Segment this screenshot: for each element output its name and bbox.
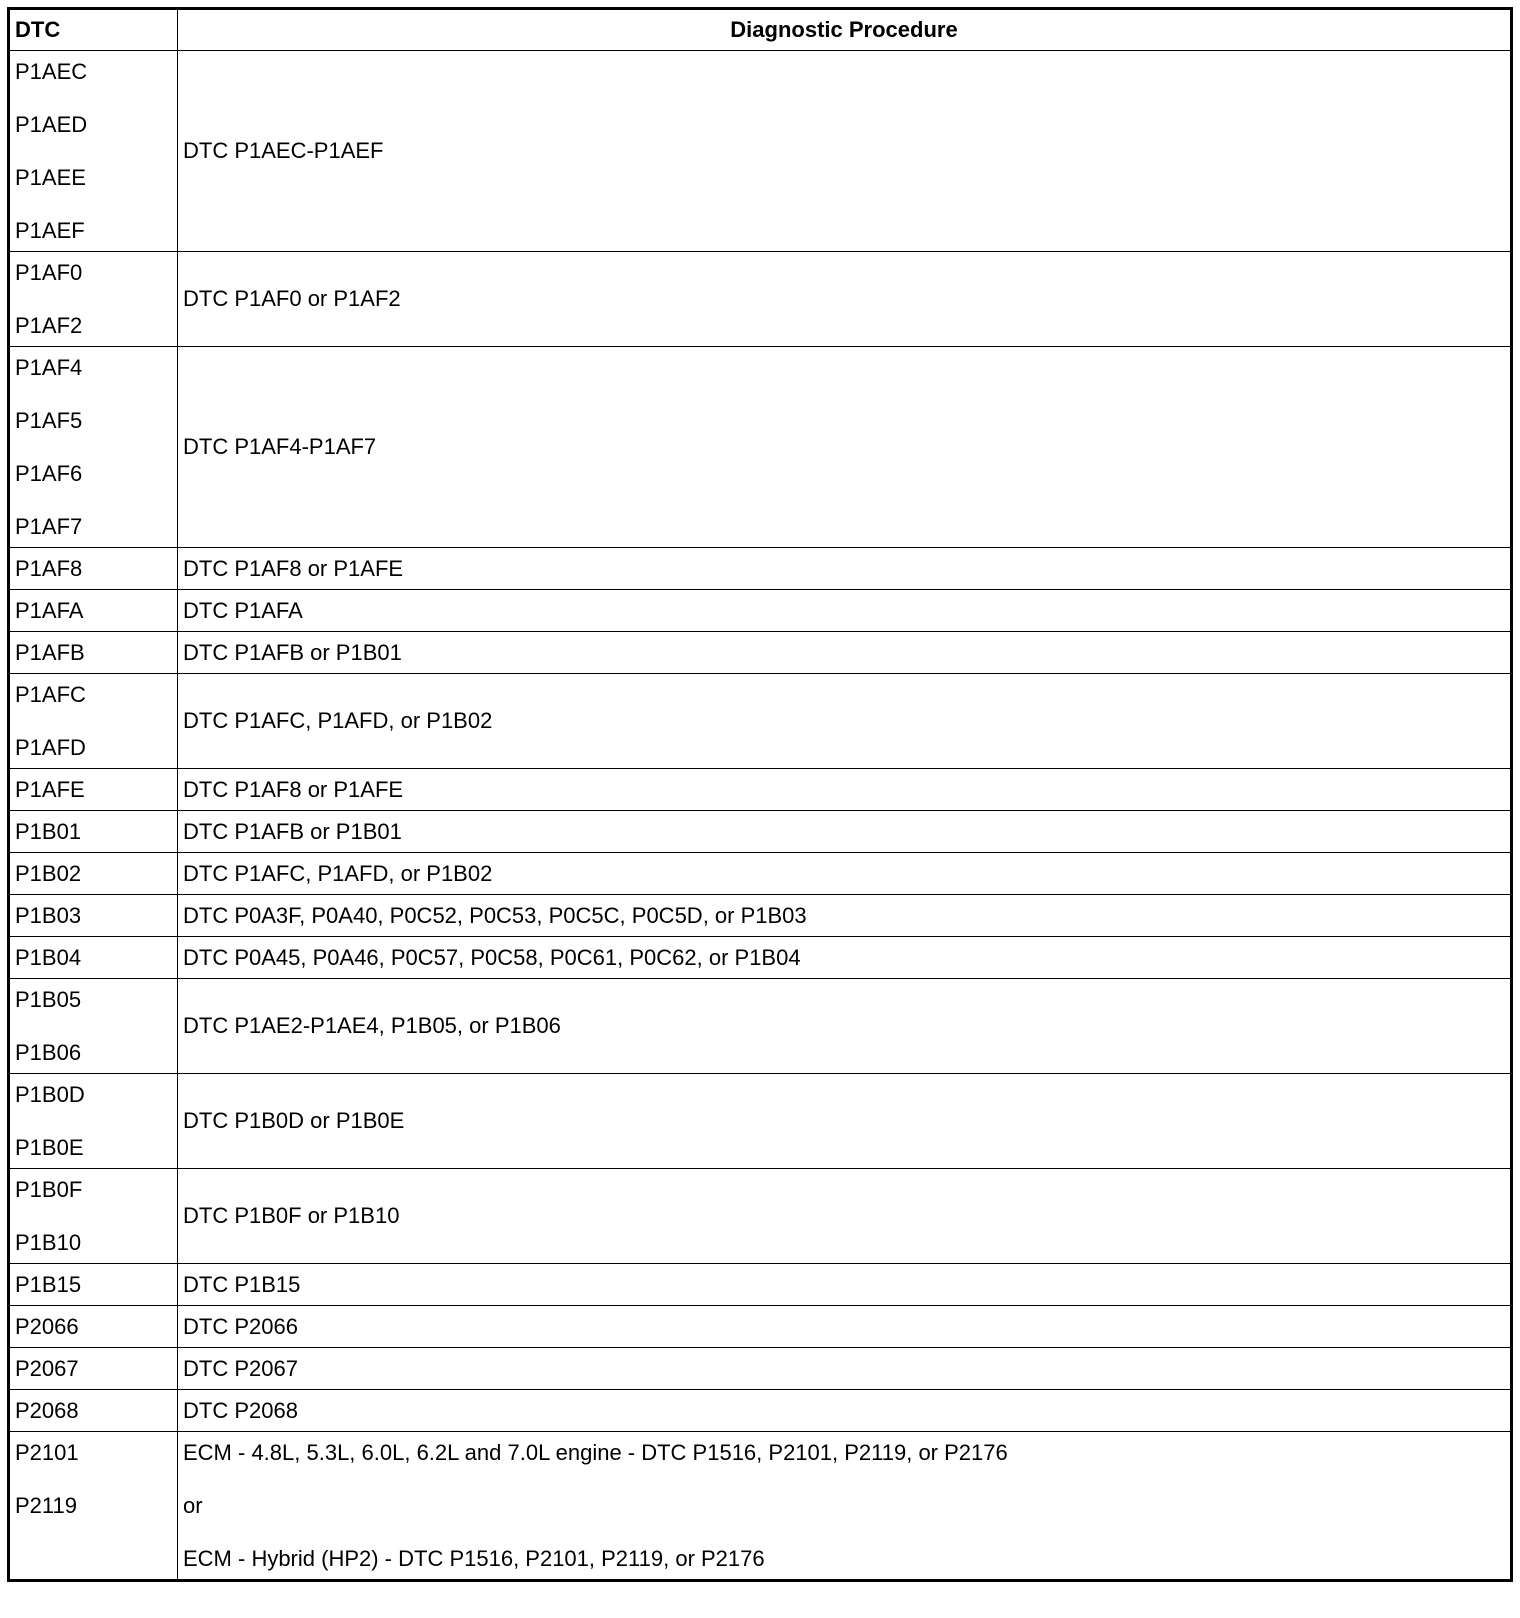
procedure-cell	[178, 1264, 1512, 1306]
procedure-link[interactable]: DTC P1AF8 or P1AFE	[183, 776, 404, 802]
table-row	[9, 632, 1512, 674]
dtc-code-cell	[9, 895, 178, 937]
dtc-code: P2066	[15, 1314, 79, 1339]
table-row	[9, 811, 1512, 853]
procedure-link[interactable]: DTC P1B15	[183, 1271, 301, 1297]
dtc-code: P1B0D	[15, 1082, 85, 1107]
header-row	[9, 9, 1512, 51]
dtc-code-cell	[9, 1074, 178, 1169]
procedure-link[interactable]: DTC P1AFC, P1AFD, or P1B02	[183, 708, 493, 733]
procedure-link[interactable]: DTC P2066	[183, 1313, 298, 1339]
dtc-code-cell	[9, 1306, 178, 1348]
procedure-link[interactable]: DTC P1AE2-P1AE4, P1B05, or P1B06	[183, 1013, 561, 1038]
procedure-link[interactable]: DTC P1AFC, P1AFD, or P1B02	[183, 860, 493, 886]
procedure-cell	[178, 937, 1512, 979]
dtc-code: P1B15	[15, 1272, 82, 1297]
procedure-link[interactable]: DTC P1AFA	[183, 597, 303, 623]
procedure-link[interactable]: DTC P2067	[183, 1355, 298, 1381]
dtc-code-cell	[9, 1432, 178, 1581]
dtc-code: P2101	[15, 1440, 79, 1465]
dtc-code: P1AF8	[15, 556, 83, 581]
procedure-link[interactable]: DTC P1AF0 or P1AF2	[183, 286, 401, 311]
dtc-table	[7, 7, 1513, 1582]
table-body	[9, 51, 1512, 1581]
dtc-code: P2119	[15, 1493, 77, 1518]
dtc-code: P1AFA	[15, 598, 84, 623]
table-row	[9, 1390, 1512, 1432]
table-row	[9, 252, 1512, 347]
procedure-link[interactable]: DTC P1AF8 or P1AFE	[183, 555, 404, 581]
dtc-code: P1AED	[15, 112, 88, 137]
procedure-cell	[178, 1348, 1512, 1390]
procedure-cell	[178, 590, 1512, 632]
procedure-link[interactable]: DTC P0A3F, P0A40, P0C52, P0C53, P0C5C, P0C5D, or P1B03	[183, 902, 807, 928]
dtc-code-cell	[9, 853, 178, 895]
procedure-cell	[178, 1390, 1512, 1432]
procedure-link[interactable]: DTC P1AFB or P1B01	[183, 818, 402, 844]
dtc-code-cell	[9, 347, 178, 548]
procedure-link[interactable]: DTC P1AFB or P1B01	[183, 639, 402, 665]
table-row	[9, 853, 1512, 895]
dtc-code: P1B10	[15, 1230, 82, 1255]
dtc-code-cell	[9, 252, 178, 347]
procedure-link[interactable]: DTC P0A45, P0A46, P0C57, P0C58, P0C61, P0C62, or P1B04	[183, 944, 801, 970]
table-row	[9, 1264, 1512, 1306]
procedure-link[interactable]: DTC P1AEC-P1AEF	[183, 138, 384, 163]
procedure-cell	[178, 1432, 1512, 1581]
dtc-code-cell	[9, 548, 178, 590]
dtc-code: P1AF6	[15, 461, 83, 486]
dtc-code-cell	[9, 811, 178, 853]
dtc-code: P1AF5	[15, 408, 83, 433]
dtc-code: P1B05	[15, 987, 82, 1012]
table-row	[9, 548, 1512, 590]
dtc-column-header: DTC	[9, 9, 178, 51]
dtc-code: P2068	[15, 1398, 79, 1423]
procedure-cell	[178, 347, 1512, 548]
procedure-cell	[178, 895, 1512, 937]
table-row	[9, 1348, 1512, 1390]
dtc-code: P1B04	[15, 945, 82, 970]
dtc-code: P1B0E	[15, 1135, 84, 1160]
table-row	[9, 347, 1512, 548]
dtc-code-cell	[9, 769, 178, 811]
dtc-code: P1AFE	[15, 777, 85, 802]
dtc-code: P1AEF	[15, 218, 85, 243]
procedure-line[interactable]: ECM - Hybrid (HP2) - DTC P1516, P2101, P2119, or P2176	[183, 1546, 765, 1571]
dtc-code: P1AFD	[15, 735, 86, 760]
procedure-cell	[178, 979, 1512, 1074]
dtc-code-cell	[9, 1348, 178, 1390]
procedure-cell	[178, 51, 1512, 252]
procedure-line[interactable]: ECM - 4.8L, 5.3L, 6.0L, 6.2L and 7.0L engine - DTC P1516, P2101, P2119, or P2176	[183, 1440, 1008, 1465]
dtc-code: P1B0F	[15, 1177, 83, 1202]
dtc-code-cell	[9, 590, 178, 632]
procedure-link[interactable]: DTC P1B0D or P1B0E	[183, 1108, 405, 1133]
dtc-code-cell	[9, 1390, 178, 1432]
procedure-cell	[178, 252, 1512, 347]
procedure-link[interactable]: DTC P2068	[183, 1397, 298, 1423]
dtc-code: P1B02	[15, 861, 82, 886]
table-row	[9, 590, 1512, 632]
table-row	[9, 1306, 1512, 1348]
dtc-code: P1AFC	[15, 682, 86, 707]
table-row	[9, 937, 1512, 979]
dtc-code-cell	[9, 979, 178, 1074]
table-row	[9, 1169, 1512, 1264]
procedure-cell	[178, 811, 1512, 853]
procedure-line: or	[183, 1493, 203, 1518]
dtc-code-cell	[9, 937, 178, 979]
procedure-cell	[178, 548, 1512, 590]
procedure-cell	[178, 1169, 1512, 1264]
dtc-code: P1B06	[15, 1040, 82, 1065]
dtc-code: P1AFB	[15, 640, 85, 665]
dtc-code-cell	[9, 632, 178, 674]
procedure-link[interactable]: DTC P1B0F or P1B10	[183, 1203, 400, 1228]
dtc-code: P1AEC	[15, 59, 88, 84]
table-row	[9, 895, 1512, 937]
procedure-cell	[178, 632, 1512, 674]
table-row	[9, 674, 1512, 769]
procedure-cell	[178, 853, 1512, 895]
dtc-code: P1AF0	[15, 260, 83, 285]
dtc-code-cell	[9, 1169, 178, 1264]
dtc-code: P1AF2	[15, 313, 83, 338]
dtc-code: P1B03	[15, 903, 82, 928]
dtc-code-cell	[9, 51, 178, 252]
procedure-cell	[178, 769, 1512, 811]
procedure-cell	[178, 674, 1512, 769]
procedure-link[interactable]: DTC P1AF4-P1AF7	[183, 434, 377, 459]
table-row	[9, 1074, 1512, 1169]
procedure-cell	[178, 1306, 1512, 1348]
procedure-cell	[178, 1074, 1512, 1169]
dtc-code: P2067	[15, 1356, 79, 1381]
dtc-code: P1AEE	[15, 165, 86, 190]
dtc-code: P1AF4	[15, 355, 83, 380]
table-row	[9, 51, 1512, 252]
dtc-code: P1B01	[15, 819, 82, 844]
procedure-column-header: Diagnostic Procedure	[178, 9, 1512, 51]
table-row	[9, 979, 1512, 1074]
dtc-code-cell	[9, 674, 178, 769]
table-row	[9, 769, 1512, 811]
dtc-code-cell	[9, 1264, 178, 1306]
table-row	[9, 1432, 1512, 1581]
dtc-code: P1AF7	[15, 514, 83, 539]
